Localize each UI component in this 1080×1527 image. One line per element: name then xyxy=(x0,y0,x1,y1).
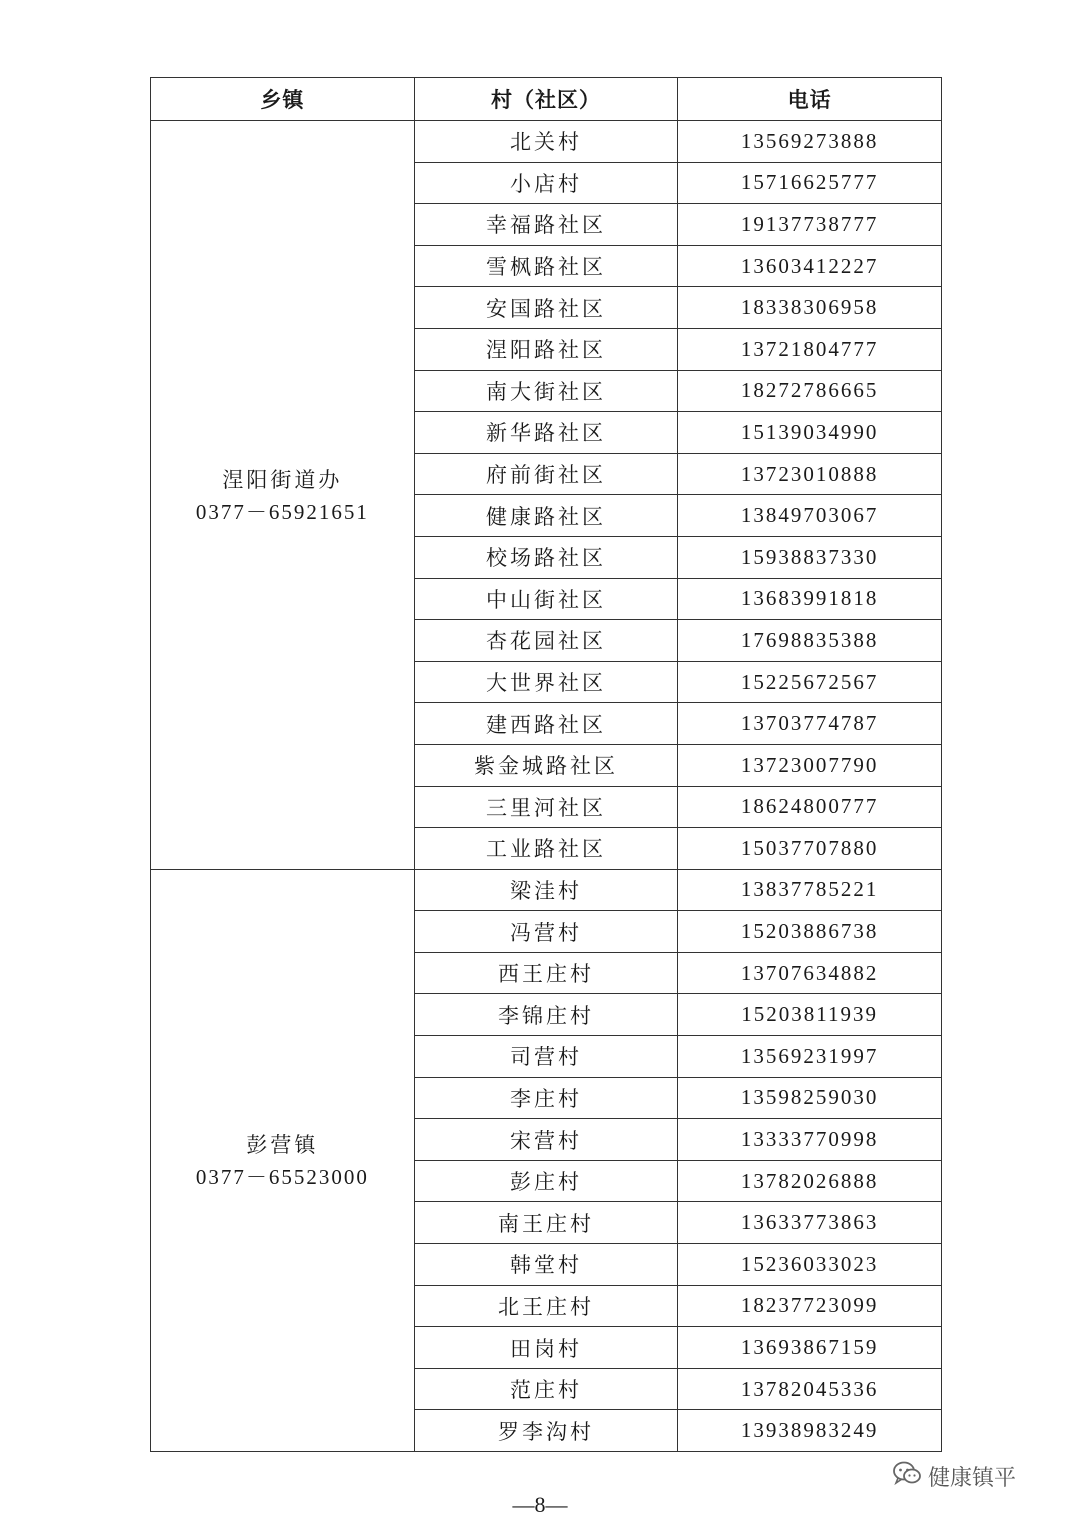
phone-cell: 18624800777 xyxy=(678,786,942,828)
village-cell: 健康路社区 xyxy=(414,495,678,537)
table-body xyxy=(151,121,942,1452)
phone-cell: 18272786665 xyxy=(678,370,942,412)
header-phone: 电话 xyxy=(678,78,942,121)
village-cell: 工业路社区 xyxy=(414,828,678,870)
village-cell: 小店村 xyxy=(414,162,678,204)
village-cell: 校场路社区 xyxy=(414,536,678,578)
village-cell: 幸福路社区 xyxy=(414,204,678,246)
village-cell: 冯营村 xyxy=(414,911,678,953)
phone-cell: 18237723099 xyxy=(678,1285,942,1327)
village-cell: 南王庄村 xyxy=(414,1202,678,1244)
phone-cell: 13782045336 xyxy=(678,1368,942,1410)
village-cell: 紫金城路社区 xyxy=(414,744,678,786)
phone-cell: 19137738777 xyxy=(678,204,942,246)
town-phone: 0377－65921651 xyxy=(195,499,369,524)
phone-cell: 15716625777 xyxy=(678,162,942,204)
phone-cell: 13849703067 xyxy=(678,495,942,537)
phone-cell: 15203886738 xyxy=(678,911,942,953)
village-cell: 杏花园社区 xyxy=(414,620,678,662)
phone-cell: 13721804777 xyxy=(678,328,942,370)
village-cell: 李庄村 xyxy=(414,1077,678,1119)
phone-cell: 13837785221 xyxy=(678,869,942,911)
watermark-text: 健康镇平 xyxy=(928,1465,1017,1491)
village-cell: 三里河社区 xyxy=(414,786,678,828)
village-cell: 范庄村 xyxy=(414,1368,678,1410)
village-cell: 新华路社区 xyxy=(414,412,678,454)
village-cell: 宋营村 xyxy=(414,1119,678,1161)
phone-cell: 13723007790 xyxy=(678,744,942,786)
town-cell xyxy=(151,121,415,870)
phone-cell: 15938837330 xyxy=(678,536,942,578)
table-header-row xyxy=(151,78,942,121)
phone-cell: 13693867159 xyxy=(678,1327,942,1369)
wechat-icon xyxy=(892,1460,922,1492)
phone-cell: 15139034990 xyxy=(678,412,942,454)
village-cell: 彭庄村 xyxy=(414,1160,678,1202)
phone-cell: 15236033023 xyxy=(678,1244,942,1286)
phone-cell: 15225672567 xyxy=(678,661,942,703)
phone-cell: 13782026888 xyxy=(678,1160,942,1202)
phone-cell: 13569273888 xyxy=(678,121,942,163)
village-cell: 北王庄村 xyxy=(414,1285,678,1327)
village-cell: 南大街社区 xyxy=(414,370,678,412)
village-cell: 韩堂村 xyxy=(414,1244,678,1286)
village-cell: 安国路社区 xyxy=(414,287,678,329)
watermark xyxy=(892,1456,1016,1496)
phone-cell: 13723010888 xyxy=(678,453,942,495)
table-row xyxy=(151,869,942,911)
village-cell: 司营村 xyxy=(414,1036,678,1078)
table-row xyxy=(151,121,942,163)
village-cell: 中山街社区 xyxy=(414,578,678,620)
village-cell: 涅阳路社区 xyxy=(414,328,678,370)
town-phone: 0377－65523000 xyxy=(195,1165,369,1190)
phone-cell: 13707634882 xyxy=(678,952,942,994)
phone-cell: 13598259030 xyxy=(678,1077,942,1119)
village-cell: 大世界社区 xyxy=(414,661,678,703)
village-cell: 李锦庄村 xyxy=(414,994,678,1036)
village-cell: 梁洼村 xyxy=(414,869,678,911)
page-number: —8— xyxy=(512,1492,568,1517)
village-cell: 罗李沟村 xyxy=(414,1410,678,1452)
phone-cell: 13633773863 xyxy=(678,1202,942,1244)
phone-cell: 13683991818 xyxy=(678,578,942,620)
village-cell: 西王庄村 xyxy=(414,952,678,994)
village-cell: 田岗村 xyxy=(414,1327,678,1369)
header-town: 乡镇 xyxy=(151,78,415,121)
town-name: 涅阳街道办 xyxy=(222,467,343,492)
town-cell xyxy=(151,869,415,1451)
phone-cell: 13703774787 xyxy=(678,703,942,745)
header-village: 村（社区） xyxy=(414,78,678,121)
phone-cell: 15037707880 xyxy=(678,828,942,870)
phone-cell: 13569231997 xyxy=(678,1036,942,1078)
phone-cell: 15203811939 xyxy=(678,994,942,1036)
village-cell: 北关村 xyxy=(414,121,678,163)
town-name: 彭营镇 xyxy=(246,1133,319,1158)
village-cell: 建西路社区 xyxy=(414,703,678,745)
phone-cell: 13603412227 xyxy=(678,245,942,287)
village-cell: 雪枫路社区 xyxy=(414,245,678,287)
phone-cell: 17698835388 xyxy=(678,620,942,662)
village-cell: 府前街社区 xyxy=(414,453,678,495)
contacts-table xyxy=(150,77,942,1452)
phone-cell: 13333770998 xyxy=(678,1119,942,1161)
phone-cell: 13938983249 xyxy=(678,1410,942,1452)
phone-cell: 18338306958 xyxy=(678,287,942,329)
